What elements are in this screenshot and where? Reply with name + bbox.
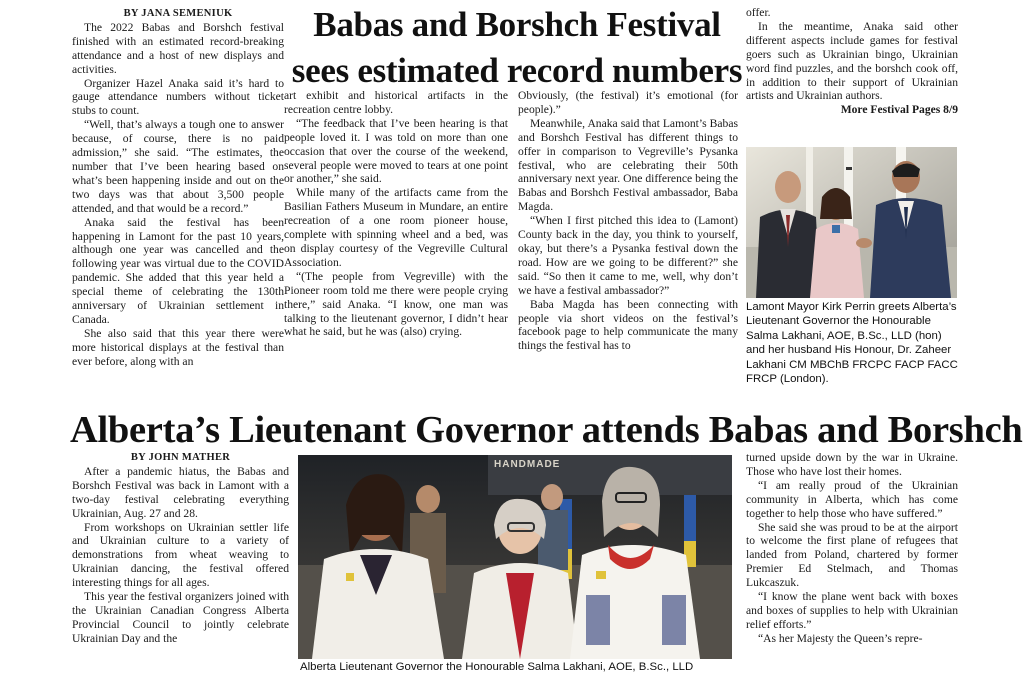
photo-1-caption: Lamont Mayor Kirk Perrin greets Alberta’s Lieutenant Governor the Honourable Salma Lakhani, AOE, B.Sc., LLD (hon) and her husband His Honour, Dr. Zaheer Lakhani CM MBChB FRCPC FACP FACC FRCP (London). (746, 301, 958, 386)
article1-headline-line2: sees estimated record numbers (291, 51, 743, 90)
article2-col4-para: She said she was proud to be at the airport to welcome the first plane of refugees that landed from Poland, chartered by former Premier Ed Stelmach, and Thomas Lukcaszuk. (746, 520, 958, 590)
article2-col4-para: “I know the plane went back with boxes and boxes of supplies to help with Ukrainian relief efforts.” (746, 590, 958, 631)
article1-col3-para: Baba Magda has been connecting with people via short videos on the festival’s facebook page to help communicate the many things the festival has to (518, 297, 738, 353)
article1-byline: BY JANA SEMENIUK (123, 8, 233, 19)
article1-headline-line1: Babas and Borshch Festival (313, 5, 721, 44)
more-festival-pages-link[interactable]: More Festival Pages 8/9 (840, 103, 958, 117)
article2-byline: BY JOHN MATHER (130, 452, 231, 463)
article1-column-2 (284, 89, 508, 339)
article1-col3-para: Meanwhile, Anaka said that Lamont’s Babas and Borshch Festival has different things to offer in comparison to Vegreville’s Pysanka festival, who are celebrating their 50th anniversary next year. One difference being the Babas and Borshch Festival ambassador, Baba Magda. (518, 116, 738, 214)
photo-1-illustration (746, 147, 957, 298)
article1-col2-para: “The feedback that I’ve been hearing is that people loved it. I was told on more than one occasion that over the course of the weekend, several people were moved to tears at one point or another,” she said. (284, 116, 508, 186)
article1-col4-para: In the meantime, Anaka said other different aspects include games for festival goers such as Ukrainian bingo, Ukrainian word find puzzles, and the borshch cook off, in addition to their support of Ukrainian artists and Ukrainian authors. (746, 19, 958, 103)
article1-col1-para: The 2022 Babas and Borshch festival finished with an estimated record-breaking attendance and a host of new displays and activities. (72, 20, 284, 76)
article1-headline (290, 2, 744, 94)
article2-headline: Alberta’s Lieutenant Governor attends Babas and Borshch (70, 409, 1023, 451)
article2-column-1 (72, 451, 289, 646)
article2-col4-para: “I am really proud of the Ukrainian community in Alberta, which has come together to help those who have suffered.” (746, 478, 958, 520)
article1-col2-para: While many of the artifacts came from the Basilian Fathers Museum in Mundare, an entire recreation of a one room pioneer house, complete with spinning wheel and a bed, was on display courtesy of the Vegreville Cultural Association. (284, 186, 508, 269)
lieutenant-governor-festival-photo (298, 455, 732, 659)
article2-col1-para: After a pandemic hiatus, the Babas and Borshch Festival was back in Lamont with a two-day festival celebrating everything Ukrainian, Aug. 27 and 28. (72, 464, 289, 520)
article2-col4-para: turned upside down by the war in Ukraine. Those who have lost their homes. (746, 451, 958, 478)
article1-col2-para: “(The people from Vegreville) with the Pioneer room told me there were people crying there,” said Anaka. “I know, one man was talking to the lieutenant governor, I didn’t hear what he said, but he was (also) crying. (284, 269, 508, 339)
mayor-greets-lieutenant-governor-photo (746, 147, 957, 298)
article1-col1-para: “Well, that’s always a tough one to answer because, of course, there is no paid admission,” she said. “The estimates, the number that I’ve been hearing based on what’s been happening inside and out on the two days was that about 3,500 people attended, and that would be a record.” (72, 118, 284, 215)
article2-col1-para: This year the festival organizers joined with the Ukrainian Canadian Congress Alberta Provincial Council to jointly celebrate Ukrainian Day and the (72, 590, 289, 645)
photo-2-caption: Alberta Lieutenant Governor the Honourable Salma Lakhani, AOE, B.Sc., LLD (300, 661, 694, 673)
article1-column-1 (72, 7, 284, 369)
article1-column-3 (518, 89, 738, 353)
article1-col3-quote: “When I first pitched this idea to (Lamont) County back in the day, you think to yourself, okay, but there’s a Pysanka festival down the road. How are we going to be different?” she said. “So then it came to me, well, why don’t we have a festival ambassador?” (518, 214, 738, 297)
article2-col1-para: From workshops on Ukrainian settler life and Ukrainian culture to a variety of demonstrations from wheat weaving to Ukrainian dancing, the festival offered interesting things for all ages. (72, 520, 289, 590)
article1-col2-para: art exhibit and historical artifacts in the recreation centre lobby. (284, 89, 508, 116)
article1-column-4 (746, 6, 958, 117)
article1-col3-para: Obviously, (the festival) it’s emotional (for people).” (518, 89, 738, 116)
handmade-sign: HANDMADE (494, 459, 561, 470)
article1-col1-para: Anaka said the festival has been happening in Lamont for the past 10 years, although one year was cancelled and the following year was virtual due to the COVID pandemic. She added that this year held a special theme of celebrating the 130th anniversary of Ukrainian settlement in Canada. (72, 215, 284, 326)
article1-col1-para: Organizer Hazel Anaka said it’s hard to gauge attendance numbers without ticket stubs to count. (72, 76, 284, 118)
article1-col1-para: She also said that this year there were more historical displays at the festival than ever before, along with an (72, 326, 284, 368)
photo-2-illustration (298, 455, 732, 659)
article1-col4-para: offer. (746, 6, 771, 19)
article2-col4-para: “As her Majesty the Queen’s repre- (758, 631, 923, 645)
article2-column-4 (746, 451, 958, 646)
